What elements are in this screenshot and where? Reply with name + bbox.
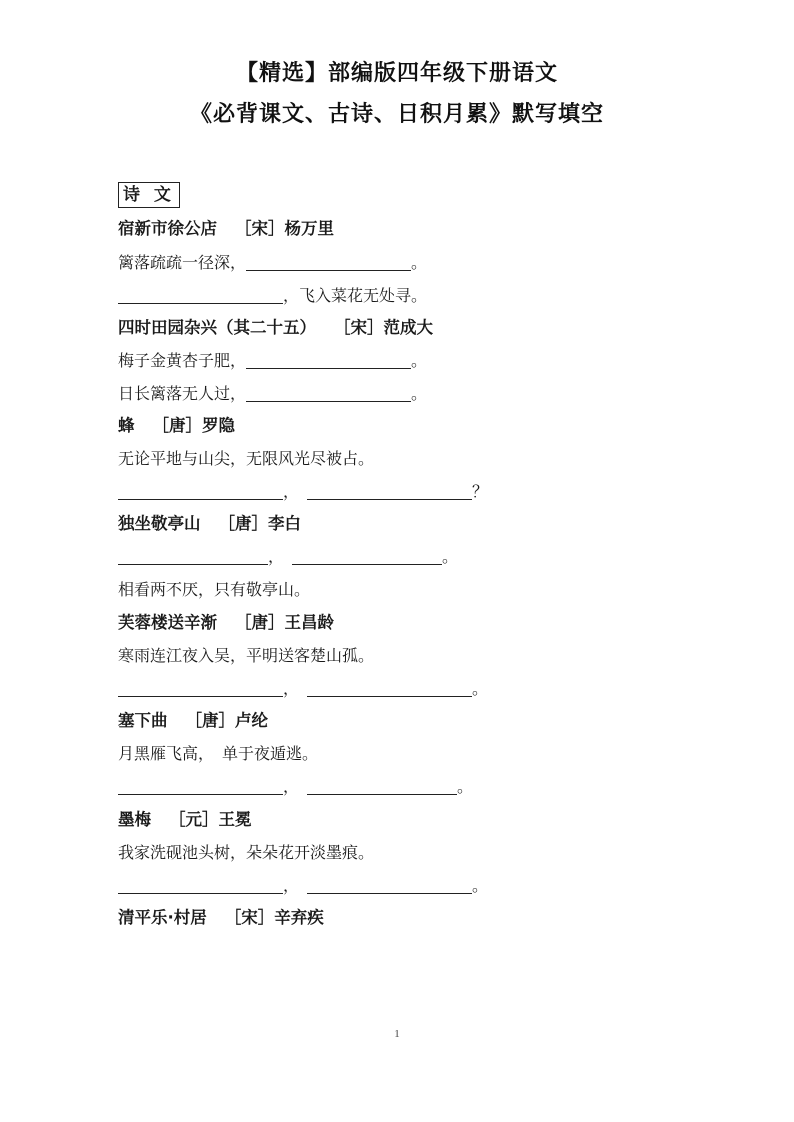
poem-text: 。 bbox=[472, 876, 489, 895]
poem-heading bbox=[118, 610, 334, 636]
poem-line bbox=[118, 250, 427, 276]
poem-line bbox=[118, 840, 374, 866]
poem-author: ［宋］杨万里 bbox=[235, 219, 334, 238]
poem-text: 无论平地与山尖，无限风光尽被占。 bbox=[118, 449, 375, 468]
poem-text: ，飞入菜花无处寻。 bbox=[283, 286, 428, 305]
answer-blank[interactable] bbox=[118, 498, 283, 500]
poem-text: ， bbox=[283, 876, 300, 895]
poem-title: 墨梅 bbox=[118, 810, 151, 829]
answer-blank[interactable] bbox=[246, 400, 411, 402]
poem-heading bbox=[118, 216, 334, 242]
answer-blank[interactable] bbox=[307, 695, 472, 697]
poem-heading bbox=[118, 708, 268, 734]
answer-blank[interactable] bbox=[118, 563, 268, 565]
poem-title: 蜂 bbox=[118, 416, 135, 435]
poem-text: ， bbox=[268, 547, 285, 566]
poem-author: ［唐］罗隐 bbox=[152, 416, 235, 435]
poem-line bbox=[118, 381, 427, 407]
answer-blank[interactable] bbox=[246, 367, 411, 369]
poem-line bbox=[118, 774, 473, 800]
poem-text: 。 bbox=[457, 777, 474, 796]
answer-blank[interactable] bbox=[307, 498, 472, 500]
poem-title: 四时田园杂兴（其二十五） bbox=[118, 318, 316, 337]
poem-line bbox=[118, 283, 427, 309]
poem-text: 篱落疏疏一径深， bbox=[118, 253, 247, 272]
poem-text: ， bbox=[283, 777, 300, 796]
answer-blank[interactable] bbox=[307, 793, 457, 795]
poem-author: ［唐］李白 bbox=[218, 514, 301, 533]
poem-line bbox=[118, 544, 458, 570]
poem-author: ［唐］王昌龄 bbox=[235, 613, 334, 632]
poem-text: 月黑雁飞高， 单于夜遁逃。 bbox=[118, 744, 319, 763]
poem-line bbox=[118, 446, 374, 472]
poem-heading bbox=[118, 905, 324, 931]
poem-line bbox=[118, 348, 427, 374]
poem-text: ？ bbox=[472, 482, 489, 501]
poem-line bbox=[118, 741, 318, 767]
poem-text: ， bbox=[283, 482, 300, 501]
answer-blank[interactable] bbox=[307, 892, 472, 894]
document-title: 【精选】部编版四年级下册语文 bbox=[235, 61, 558, 86]
poem-text: 梅子金黄杏子肥， bbox=[118, 351, 247, 370]
poem-text: 。 bbox=[411, 351, 428, 370]
answer-blank[interactable] bbox=[118, 892, 283, 894]
poem-line bbox=[118, 873, 488, 899]
poem-line bbox=[118, 676, 488, 702]
poem-text: 我家洗砚池头树，朵朵花开淡墨痕。 bbox=[118, 843, 375, 862]
poem-text: 相看两不厌，只有敬亭山。 bbox=[118, 580, 311, 599]
poem-text: 寒雨连江夜入吴，平明送客楚山孤。 bbox=[118, 646, 375, 665]
poem-text: ， bbox=[283, 679, 300, 698]
poem-text: 日长篱落无人过， bbox=[118, 384, 247, 403]
poem-author: ［唐］卢纶 bbox=[185, 711, 268, 730]
poem-title: 独坐敬亭山 bbox=[118, 514, 201, 533]
poem-text: 。 bbox=[411, 384, 428, 403]
poem-title: 清平乐·村居 bbox=[118, 908, 207, 927]
poem-heading bbox=[118, 315, 433, 341]
poem-title: 塞下曲 bbox=[118, 711, 168, 730]
page-number: 1 bbox=[394, 1028, 400, 1040]
poem-text: 。 bbox=[411, 253, 428, 272]
answer-blank[interactable] bbox=[118, 793, 283, 795]
poem-line bbox=[118, 479, 488, 505]
section-label: 诗 文 bbox=[118, 182, 180, 208]
poem-line bbox=[118, 643, 374, 669]
answer-blank[interactable] bbox=[292, 563, 442, 565]
poem-heading bbox=[118, 413, 235, 439]
answer-blank[interactable] bbox=[246, 269, 411, 271]
poem-heading bbox=[118, 807, 252, 833]
answer-blank[interactable] bbox=[118, 302, 283, 304]
poem-text: 。 bbox=[442, 547, 459, 566]
poem-text: 。 bbox=[472, 679, 489, 698]
poem-heading bbox=[118, 511, 301, 537]
poem-author: ［宋］辛弃疾 bbox=[224, 908, 324, 927]
poem-title: 芙蓉楼送辛渐 bbox=[118, 613, 217, 632]
poem-author: ［宋］范成大 bbox=[334, 318, 433, 337]
poem-author: ［元］王冕 bbox=[169, 810, 252, 829]
poem-title: 宿新市徐公店 bbox=[118, 219, 217, 238]
answer-blank[interactable] bbox=[118, 695, 283, 697]
document-subtitle: 《必背课文、古诗、日积月累》默写填空 bbox=[189, 102, 604, 127]
poem-line bbox=[118, 577, 310, 603]
